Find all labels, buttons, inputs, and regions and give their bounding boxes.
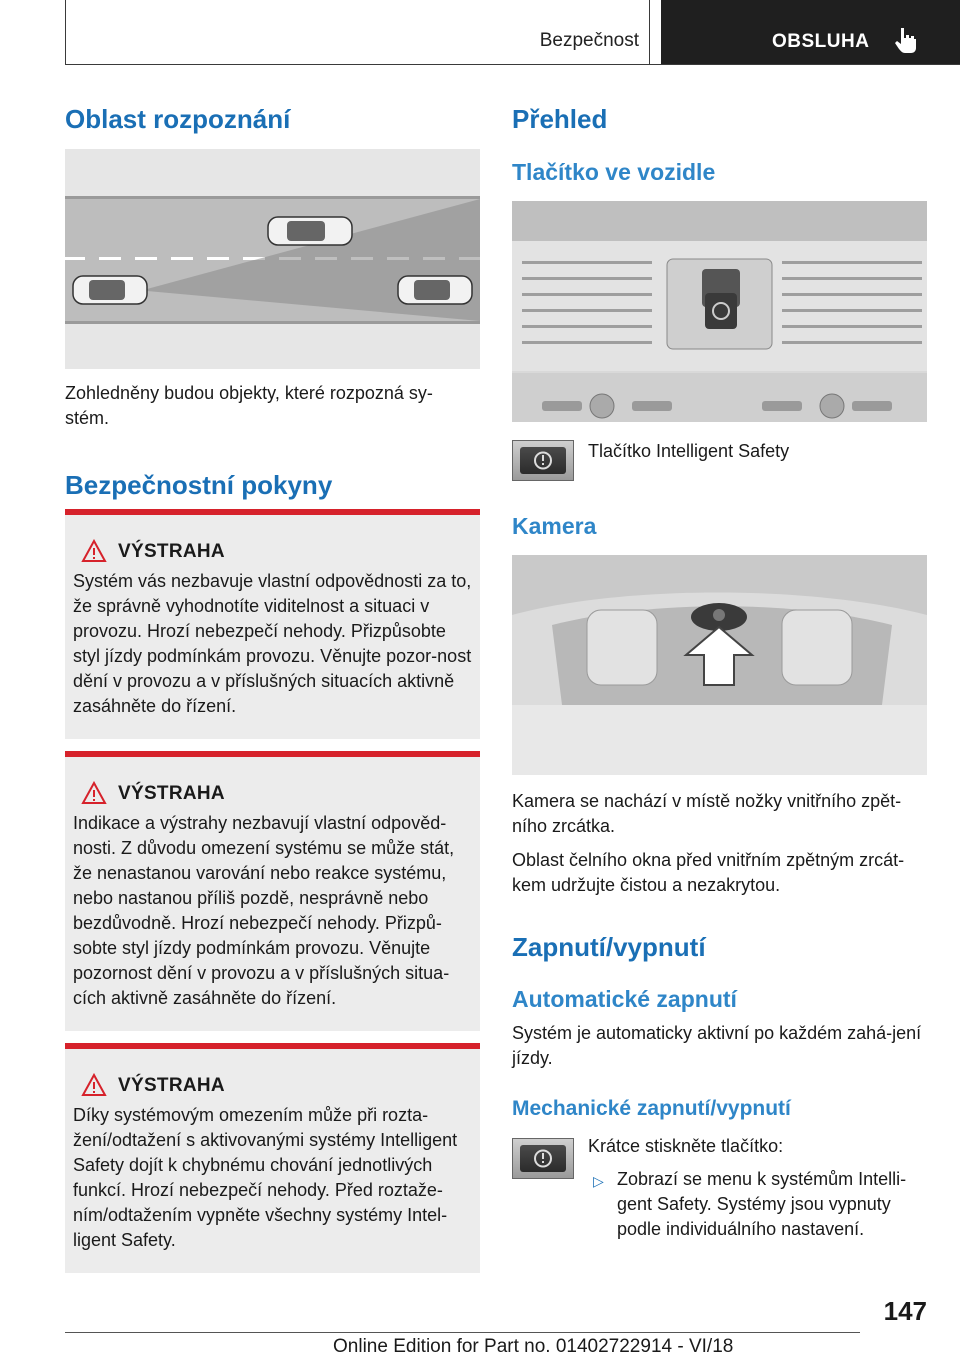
header-chapter-box [661, 0, 960, 64]
warning-title: VÝSTRAHA [118, 1075, 225, 1096]
warning-title: VÝSTRAHA [118, 783, 225, 804]
header-chapter-title: OBSLUHA [772, 31, 870, 52]
detection-description: Zohledněny budou objekty, které rozpozná sy-stém. [65, 383, 433, 428]
bullet-triangle-icon: ▷ [593, 1173, 604, 1189]
heading-manual-on-off: Mechanické zapnutí/vypnutí [512, 1097, 791, 1120]
warning-triangle-icon [81, 781, 107, 805]
hand-pointer-icon [893, 26, 919, 54]
intelligent-safety-button-icon [512, 1138, 574, 1179]
footer-rule [65, 1332, 860, 1333]
warning-box [65, 751, 480, 1031]
heading-safety-notes: Bezpečnostní pokyny [65, 470, 333, 500]
warning-triangle-icon [81, 1073, 107, 1097]
warning-box [65, 1043, 480, 1273]
heading-automatic-on: Automatické zapnutí [512, 986, 737, 1012]
page-number: 147 [883, 1296, 927, 1326]
vehicle-button-photo [512, 201, 927, 422]
heading-detection-area: Oblast rozpoznání [65, 104, 291, 134]
header-rule [65, 64, 960, 65]
heading-button-in-vehicle: Tlačítko ve vozidle [512, 159, 716, 185]
camera-text-windshield: Oblast čelního okna před vnitřním zpětným zrcát-kem udržujte čistou a nezakrytou. [512, 850, 905, 895]
header-section-title: Bezpečnost [539, 30, 639, 51]
automatic-on-text: Systém je automaticky aktivní po každém zahá-jení jízdy. [512, 1023, 922, 1068]
button-caption: Tlačítko Intelligent Safety [588, 441, 790, 461]
detection-area-illustration [65, 149, 480, 369]
manual-instruction: Krátce stiskněte tlačítko: [588, 1136, 784, 1156]
camera-location-photo [512, 555, 927, 775]
camera-text-location: Kamera se nachází v místě nožky vnitřního zpět-ního zrcátka. [512, 791, 902, 836]
bullet-text: Zobrazí se menu k systémům Intelli-gent Safety. Systémy jsou vypnuty podle individuálního nastavení. [617, 1169, 907, 1239]
warning-title: VÝSTRAHA [118, 541, 225, 562]
intelligent-safety-button-icon [512, 440, 574, 481]
heading-overview: Přehled [512, 104, 608, 134]
header-section-box [65, 0, 650, 64]
footer-edition: Online Edition for Part no. 01402722914 - VI/18 [333, 1336, 734, 1357]
warning-text: Systém vás nezbavuje vlastní odpovědnosti za to, že správně vyhodnotíte viditelnost a situaci v provozu. Hrozí nebezpečí nehody. Přizpůsobte styl jízdy podmínkám provozu. Věnujte pozor-nost dění v provozu a v příslušných situacích aktivně zasáhněte do řízení. [73, 571, 472, 716]
warning-text: Indikace a výstrahy nezbavují vlastní odpověd-nosti. Z důvodu omezení systému se může stát, že nenastanou varování nebo reakce systému, nebo nastanou příliš pozdě, nesprávně nebo bezdůvodně. Hrozí nebezpečí nehody. Přizpů-sobte styl jízdy podmínkám provozu. Věnujte pozornost dění v provozu a v příslušných situa-cích aktivně zasáhněte do řízení. [73, 813, 455, 1008]
heading-camera: Kamera [512, 513, 597, 539]
heading-on-off: Zapnutí/vypnutí [512, 932, 706, 962]
warning-box [65, 509, 480, 739]
warning-text: Díky systémovým omezením může při rozta-žení/odtažení s aktivovanými systémy Intelligent Safety dojít k chybnému chování jednotlivých funkcí. Hrozí nebezpečí nehody. Před roztaže-ním/odtažením vypněte všechny systémy Intel-ligent Safety. [73, 1105, 458, 1250]
warning-triangle-icon [81, 539, 107, 563]
